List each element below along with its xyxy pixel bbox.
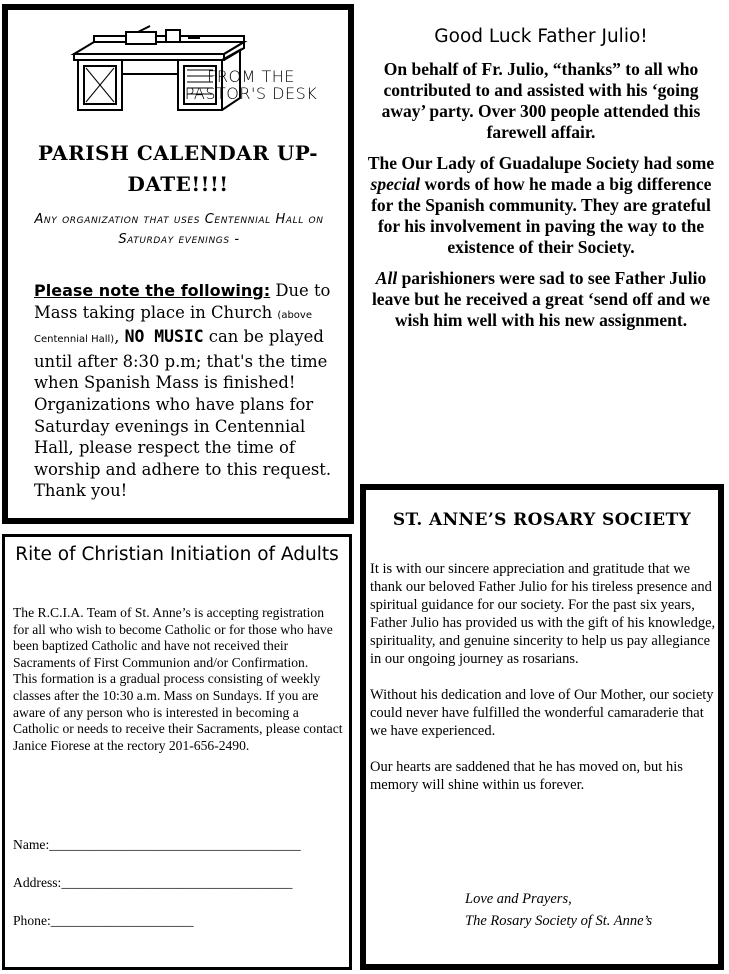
address-field[interactable]: Address:__________________________________	[13, 875, 293, 890]
no-music-emphasis: NO MUSIC	[124, 327, 204, 347]
rosary-paragraph-3: Our hearts are saddened that he has moved on, but his memory will shine within us forever.	[370, 759, 683, 793]
calendar-update-subtitle: Any organization that uses Centennial Hall on Saturday evenings -	[34, 212, 324, 247]
rcia-paragraph-2: This formation is a gradual process consisting of weekly classes after the 10:30 a.m. Mass on Sundays. If you are aware of any person who is interested in becoming a Catholic or needs to receive their Sacraments, please contact Janice Fiorese at the rectory 201-656-2490.	[13, 671, 343, 753]
p3-emphasis: All	[375, 268, 398, 288]
rosary-paragraph-2: Without his dedication and love of Our Mother, our society could never have fulfilled the wonderful camaraderie that we have experienced.	[370, 687, 714, 739]
rcia-paragraph-1: The R.C.I.A. Team of St. Anne’s is accepting registration for all who wish to become Catholic or for those who have been baptized Catholic and have not received their Sacraments of First Communion and/or Confirmation.	[13, 605, 333, 670]
good-luck-paragraph-3	[362, 268, 720, 331]
good-luck-paragraph-2	[362, 153, 720, 258]
calendar-update-title: PARISH CALENDAR UP-DATE!!!!	[37, 141, 319, 196]
name-field[interactable]: Name:_____________________________________	[13, 837, 301, 852]
rcia-box	[2, 534, 352, 970]
phone-field[interactable]: Phone:_____________________	[13, 913, 194, 928]
p2-text-a: The Our Lady of Guadalupe Society had some	[367, 153, 715, 173]
good-luck-section	[362, 26, 720, 341]
rosary-society-body	[370, 560, 716, 812]
body-text-3: can be played until after 8:30 p.m; that's the time when Spanish Mass is finished! Organizations who have plans for Saturday evenings in Centennial Hall, please respect the time of worship and adhere to this request. Thank you!	[34, 327, 332, 501]
caption-line-1: FROM THE	[207, 67, 295, 86]
good-luck-paragraph-1: On behalf of Fr. Julio, “thanks” to all who contributed to and assisted with his ‘going away’ party. Over 300 people attended this farewell affair.	[381, 59, 701, 142]
rosary-society-box	[360, 484, 724, 970]
p2-text-b: words of how he made a big difference for the Spanish community. They are grateful for his involvement in paving the way to the existence of their Society.	[371, 174, 712, 257]
rosary-paragraph-1: It is with our sincere appreciation and gratitude that we thank our beloved Father Julio for his tireless presence and spiritual guidance for our society. For the past six years, Father Julio has provided us with the gift of his knowledge, spirituality, and genuine sincerity to help us pay allegiance in our ongoing journey as rosarians.	[370, 561, 716, 667]
pastors-desk-caption	[176, 68, 326, 102]
calendar-update-body	[34, 280, 346, 502]
rosary-society-title: ST. ANNE’S ROSARY SOCIETY	[392, 510, 692, 530]
p2-emphasis: special	[370, 174, 421, 194]
body-small-note: (above Centennial Hall)	[34, 309, 312, 346]
note-lead: Please note the following:	[34, 281, 271, 300]
signature-line-2: The Rosary Society of St. Anne’s	[465, 913, 653, 929]
signature-line-1: Love and Prayers,	[465, 891, 572, 907]
p3-text-b: parishioners were sad to see Father Julio leave but he received a great ‘send off and we wish him well with his new assignment.	[371, 268, 711, 330]
rcia-title: Rite of Christian Initiation of Adults	[15, 544, 339, 565]
pastors-desk-box	[2, 4, 354, 524]
rosary-signature	[465, 888, 652, 932]
caption-line-2: PASTOR'S DESK	[184, 84, 318, 103]
body-text-2: ,	[114, 327, 125, 347]
body-text-1: Due to Mass taking place in Church	[34, 281, 331, 322]
good-luck-title: Good Luck Father Julio!	[434, 26, 648, 47]
rcia-body	[13, 605, 343, 754]
